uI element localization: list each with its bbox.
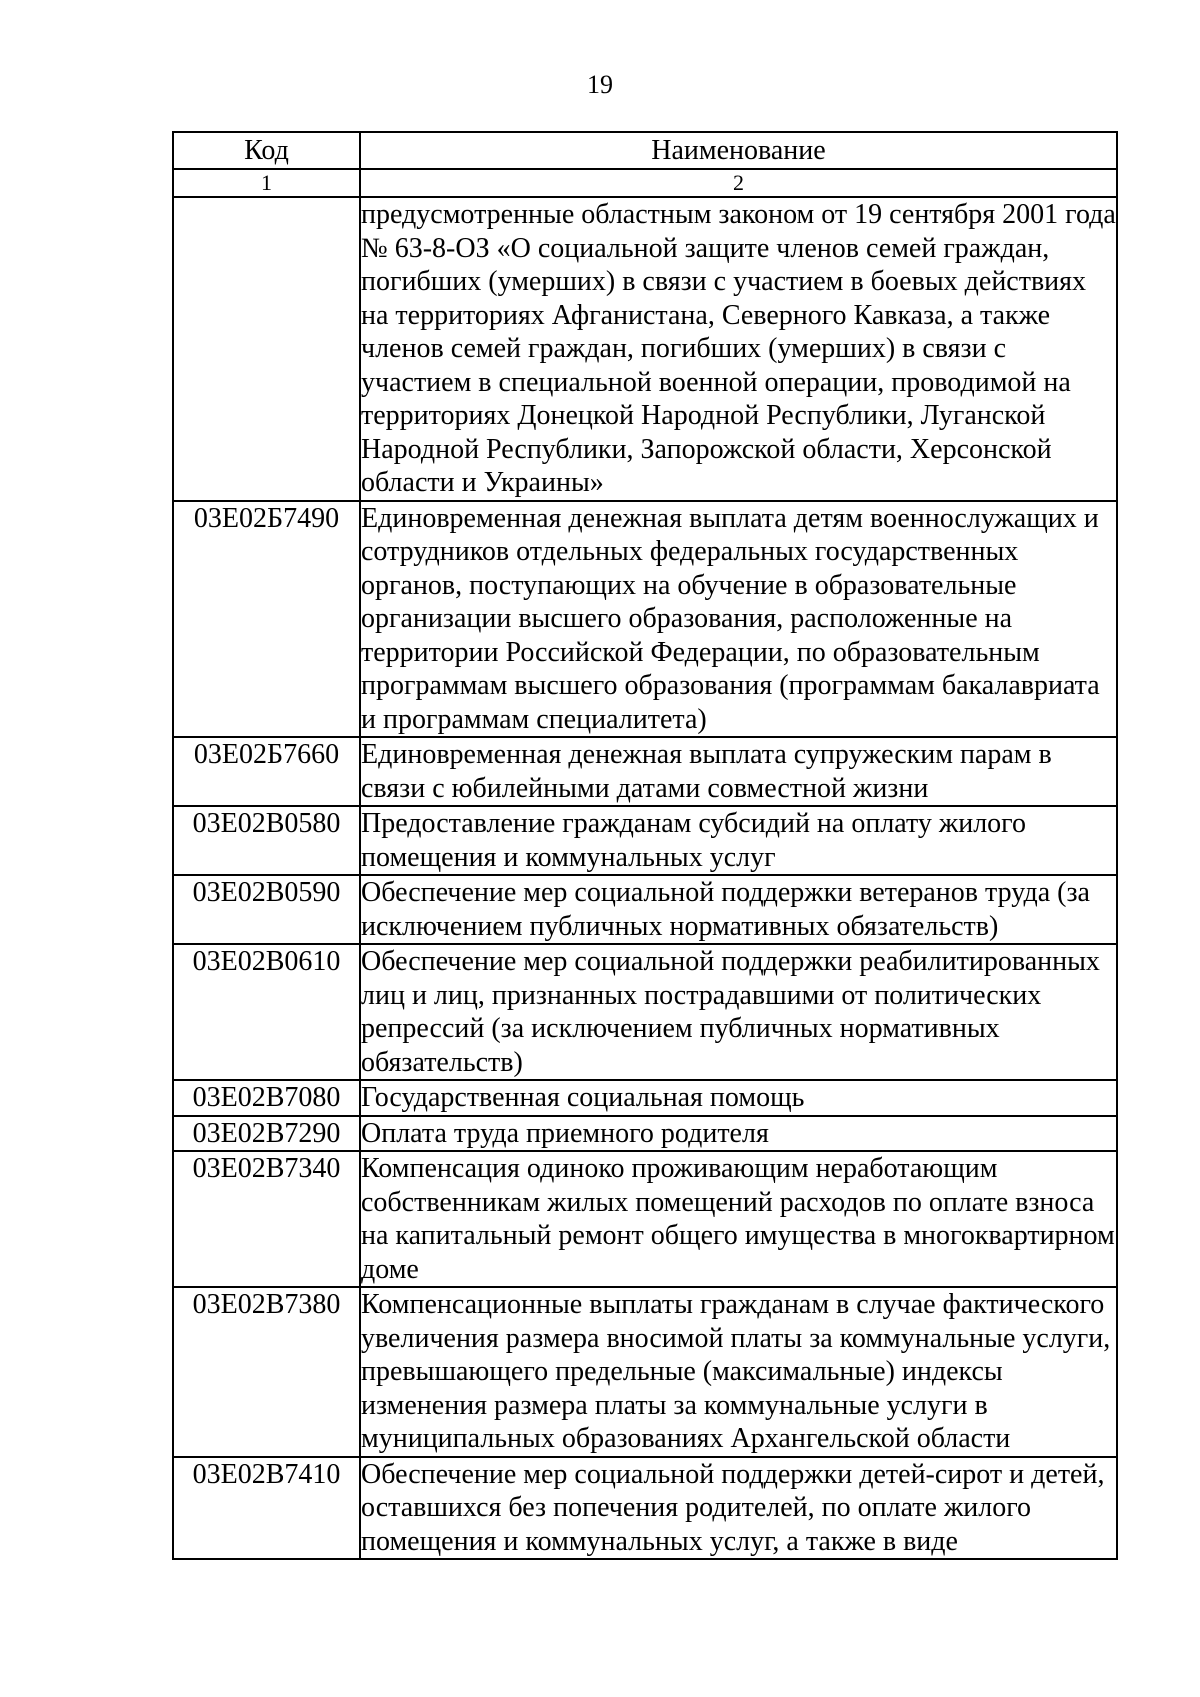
table-row [173,1116,1117,1152]
page-number: 19 [587,70,613,99]
row-name: Компенсация одиноко проживающим неработающим собственникам жилых помещений расходов по оплате взноса на капитальный ремонт общего имущества в многоквартирном доме [360,1151,1117,1287]
row-name: Обеспечение мер социальной поддержки ветеранов труда (за исключением публичных нормативных обязательств) [360,875,1117,944]
table-row [173,944,1117,1080]
table-row [173,197,1117,501]
table-row [173,501,1117,738]
table-header-row [173,132,1117,169]
row-name: Государственная социальная помощь [360,1080,1117,1116]
row-code: 03Е02В7410 [173,1457,360,1560]
table-row [173,1457,1117,1560]
row-code: 03Е02Б7660 [173,737,360,806]
row-code: 03Е02В0610 [173,944,360,1080]
row-code: 03Е02Б7490 [173,501,360,738]
row-code: 03Е02В0580 [173,806,360,875]
table-row [173,737,1117,806]
row-code: 03Е02В0590 [173,875,360,944]
row-code: 03Е02В7380 [173,1287,360,1457]
row-code: 03Е02В7290 [173,1116,360,1152]
table-row [173,806,1117,875]
table-row [173,1287,1117,1457]
row-name: Обеспечение мер социальной поддержки детей-сирот и детей, оставшихся без попечения родителей, по оплате жилого помещения и коммунальных услуг, а также в виде [360,1457,1117,1560]
table-row [173,1080,1117,1116]
row-code: 03Е02В7340 [173,1151,360,1287]
table-row [173,875,1117,944]
table-row [173,1151,1117,1287]
row-code [173,197,360,501]
budget-code-table [172,131,1118,1560]
row-name: Компенсационные выплаты гражданам в случае фактического увеличения размера вносимой платы за коммунальные услуги, превышающего предельные (максимальные) индексы изменения размера платы за коммунальные услуги в муниципальных образованиях Архангельской области [360,1287,1117,1457]
row-name: Предоставление гражданам субсидий на оплату жилого помещения и коммунальных услуг [360,806,1117,875]
row-name: Обеспечение мер социальной поддержки реабилитированных лиц и лиц, признанных пострадавшими от политических репрессий (за исключением публичных нормативных обязательств) [360,944,1117,1080]
row-name: Единовременная денежная выплата детям военнослужащих и сотрудников отдельных федеральных государственных органов, поступающих на обучение в образовательные организации высшего образования, расположенные на территории Российской Федерации, по образовательным программам высшего образования (программам бакалавриата и программам специалитета) [360,501,1117,738]
column-number-code: 1 [173,169,360,197]
column-number-name: 2 [360,169,1117,197]
header-code: Код [173,132,360,169]
row-name: предусмотренные областным законом от 19 сентября 2001 года № 63-8-ОЗ «О социальной защите членов семей граждан, погибших (умерших) в связи с участием в боевых действиях на территориях Афганистана, Северного Кавказа, а также членов семей граждан, погибших (умерших) в связи с участием в специальной военной операции, проводимой на территориях Донецкой Народной Республики, Луганской Народной Республики, Запорожской области, Херсонской области и Украины» [360,197,1117,501]
row-name: Оплата труда приемного родителя [360,1116,1117,1152]
row-code: 03Е02В7080 [173,1080,360,1116]
column-number-row [173,169,1117,197]
row-name: Единовременная денежная выплата супружеским парам в связи с юбилейными датами совместной жизни [360,737,1117,806]
header-name: Наименование [360,132,1117,169]
